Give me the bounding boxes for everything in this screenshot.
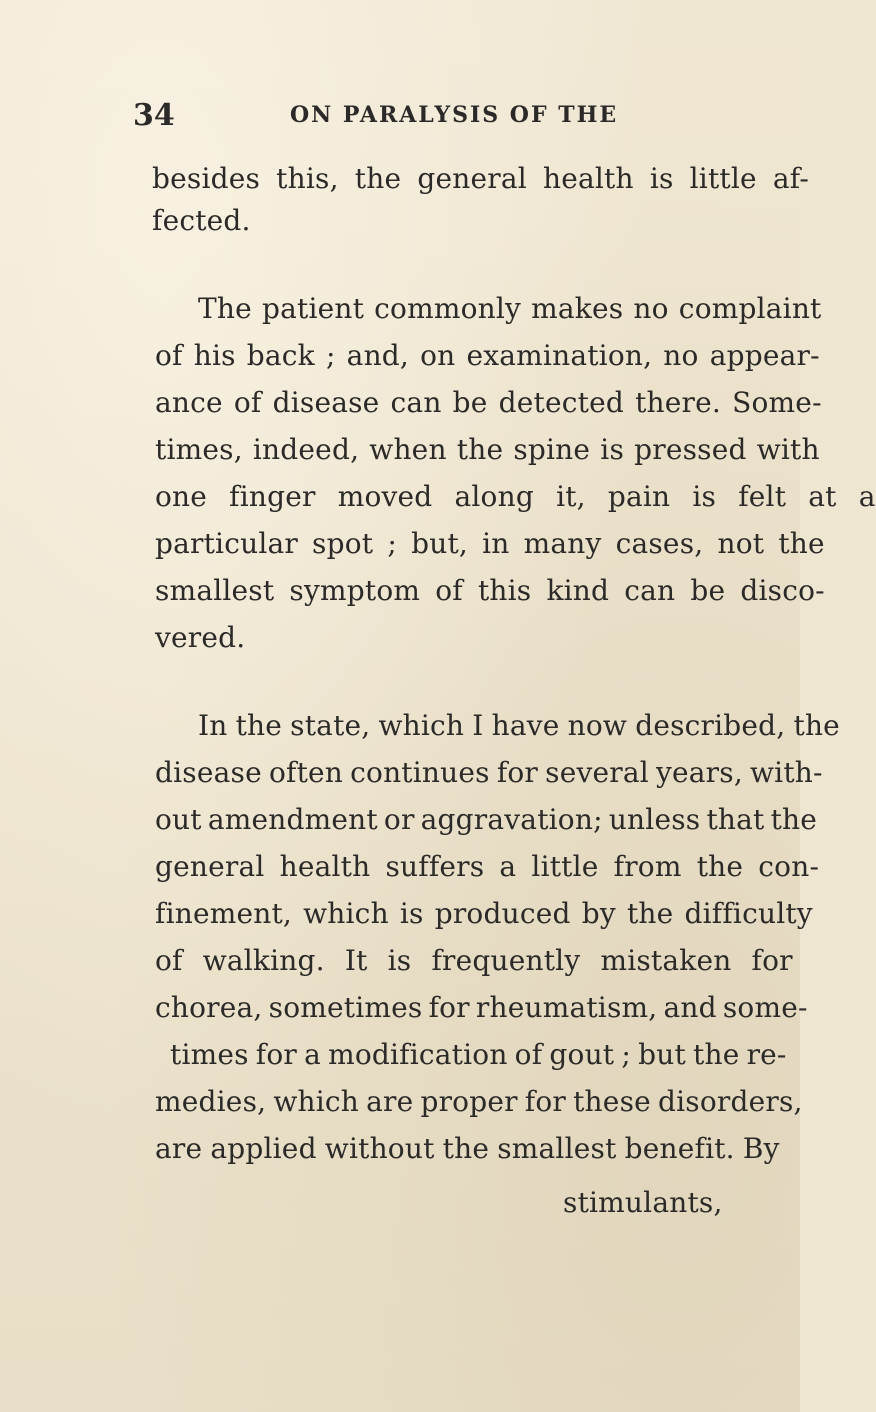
text-line: times for a modification of gout ; but the re- <box>170 1038 787 1071</box>
text-line: disease often continues for several years, with- <box>155 756 823 789</box>
page-header <box>133 98 619 138</box>
text-line: are applied without the smallest benefit. By <box>155 1132 780 1165</box>
text-line: In the state, which I have now described, the <box>198 709 840 742</box>
text-line: of walking. It is frequently mistaken for <box>155 944 793 977</box>
text-line: general health suffers a little from the con- <box>155 850 820 883</box>
text-line: times, indeed, when the spine is pressed with <box>155 433 820 466</box>
catchword: stimulants, <box>563 1186 723 1219</box>
text-line: of his back ; and, on examination, no appear- <box>155 339 820 372</box>
text-line: smallest symptom of this kind can be disco- <box>155 574 825 607</box>
text-line: besides this, the general health is little af- <box>152 162 810 195</box>
text-line: particular spot ; but, in many cases, not the <box>155 527 825 560</box>
text-line: chorea, sometimes for rheumatism, and some- <box>155 991 808 1024</box>
text-line: finement, which is produced by the difficulty <box>155 897 813 930</box>
text-line: The patient commonly makes no complaint <box>198 292 822 325</box>
text-line: vered. <box>155 621 246 654</box>
text-line: one finger moved along it, pain is felt at a <box>155 480 876 513</box>
page-number: 34 <box>133 98 175 133</box>
text-line: out amendment or aggravation; unless that the <box>155 803 818 836</box>
text-line: medies, which are proper for these disorders, <box>155 1085 803 1118</box>
running-head: ON PARALYSIS OF THE <box>290 102 619 128</box>
text-line: ance of disease can be detected there. Some- <box>155 386 822 419</box>
text-line: fected. <box>152 204 251 237</box>
